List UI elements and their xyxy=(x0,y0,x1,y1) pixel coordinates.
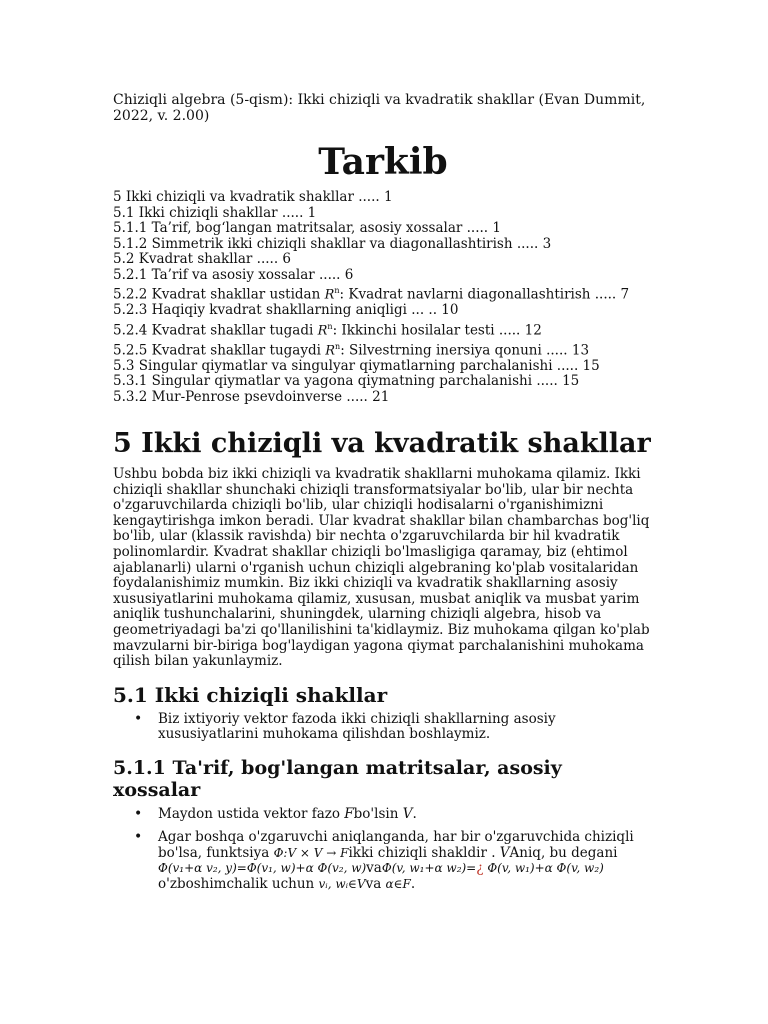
section-5-1-bullets xyxy=(113,712,653,743)
bilinear-equation-2: Φ(v, w₁+α w₂)= xyxy=(381,861,477,876)
toc-item[interactable]: 5.2.5 Kvadrat shakllar tugaydi $R^n$: Silvestrning inersiya qonuni ..... 13 xyxy=(113,341,590,358)
toc-item[interactable]: 5.3 Singular qiymatlar va singulyar qiymatlarning parchalanishi ..... 15 xyxy=(113,357,600,374)
section-5-heading: 5 Ikki chiziqli va kvadratik shakllar xyxy=(113,428,651,459)
document-subtitle: Chiziqli algebra (5-qism): Ikki chiziqli va kvadratik shakllar (Evan Dummit, 2022, v. 2.00) xyxy=(113,92,646,124)
toc-item[interactable]: 5.2.2 Kvadrat shakllar ustidan $R^n$: Kvadrat navlarni diagonallashtirish ..... 7 xyxy=(113,286,630,303)
toc-item[interactable]: 5.2.3 Haqiqiy kvadrat shakllarning aniqligi ... .. 10 xyxy=(113,302,459,318)
toc-item[interactable]: 5.2.4 Kvadrat shakllar tugadi $R^n$: Ikkinchi hosilalar testi ..... 12 xyxy=(113,321,542,338)
list-item: • Biz ixtiyoriy vektor fazoda ikki chiziqli shakllarning asosiy xususiyatlarini muhokama qilishdan boshlaymiz. xyxy=(158,712,653,743)
toc-item[interactable]: 5.2.1 Ta’rif va asosiy xossalar ..... 6 xyxy=(113,266,354,283)
section-5-1-1-bullets xyxy=(113,807,653,893)
bilinear-equation-1: Φ(v₁+α v₂, y)=Φ(v₁, w)+α Φ(v₂, w) xyxy=(158,861,367,876)
section-5-1-heading: 5.1 Ikki chiziqli shakllar xyxy=(113,682,388,707)
table-of-contents xyxy=(113,190,653,405)
toc-item[interactable]: 5.1.2 Simmetrik ikki chiziqli shakllar va diagonallashtirish ..... 3 xyxy=(113,235,552,252)
toc-item[interactable]: 5.1.1 Ta’rif, bog‘langan matritsalar, asosiy xossalar ..... 1 xyxy=(113,220,501,236)
section-5-paragraph: Ushbu bobda biz ikki chiziqli va kvadratik shakllarni muhokama qilamiz. Ikki chiziqli shakllar shunchaki chiziqli transformatsiyalar bo'lib, ular bir nechta o'zgaruvchilarda chiziqli bo'lib, ular chiziqli hodisalarni o'rganishimizni kengaytirishga imkon beradi. Ular kvadrat shakllar bilan chambarchas bog'liq bo'lib, ular (klassik ravishda) bir nechta o'zgaruvchilarda bir hil kvadratik polinomlardir. Kvadrat shakllar chiziqli bo'lmasligiga qaramay, biz (ehtimol ajablanarli) ularni o'rganish uchun chiziqli algebraning ko'plab vositalaridan foydalanishimiz mumkin. Biz ikki chiziqli va kvadratik shakllarning asosiy xususiyatlarini muhokama qilamiz, xususan, musbat aniqlik va musbat yarim aniqlik tushunchalarini, shuningdek, ularning chiziqli algebra, hisob va geometriyadagi ba'zi qo'llanilishini ta'kidlaymiz. Biz muhokama qilgan ko'plab mavzularni bir-biriga bog'laydigan yagona qiymat parchalanishini muhokama qilish bilan yakunlaymiz. xyxy=(113,466,650,670)
toc-item[interactable]: 5.3.1 Singular qiymatlar va yagona qiymatning parchalanishi ..... 15 xyxy=(113,373,580,389)
toc-item[interactable]: 5 Ikki chiziqli va kvadratik shakllar ..... 1 xyxy=(113,189,393,205)
toc-item[interactable]: 5.1 Ikki chiziqli shakllar ..... 1 xyxy=(113,204,317,221)
list-item: • Maydon ustida vektor fazo Fbo'lsin V. xyxy=(158,807,653,823)
toc-item[interactable]: 5.2 Kvadrat shakllar ..... 6 xyxy=(113,251,291,267)
section-5-1-1-heading: 5.1.1 Ta'rif, bog'langan matritsalar, asosiy xossalar xyxy=(113,756,562,801)
toc-title: Tarkib xyxy=(318,141,448,183)
toc-item[interactable]: 5.3.2 Mur-Penrose psevdoinverse ..... 21 xyxy=(113,388,390,405)
document-page xyxy=(113,92,653,900)
list-item: • Agar boshqa o'zgaruvchi aniqlanganda, har bir o'zgaruvchida chiziqli bo'lsa, funktsiya Φ:V × V → Fikki chiziqli shakldir . VAniq, bu degani Φ(v₁+α v₂, y)=Φ(v₁, w)+α Φ(v₂, w)vaΦ(v, w₁+α w₂)=¿ Φ(v, w₁)+α Φ(v, w₂) o'zboshimchalik uchun vᵢ, wᵢ∈Vva α∈F. xyxy=(158,830,653,892)
